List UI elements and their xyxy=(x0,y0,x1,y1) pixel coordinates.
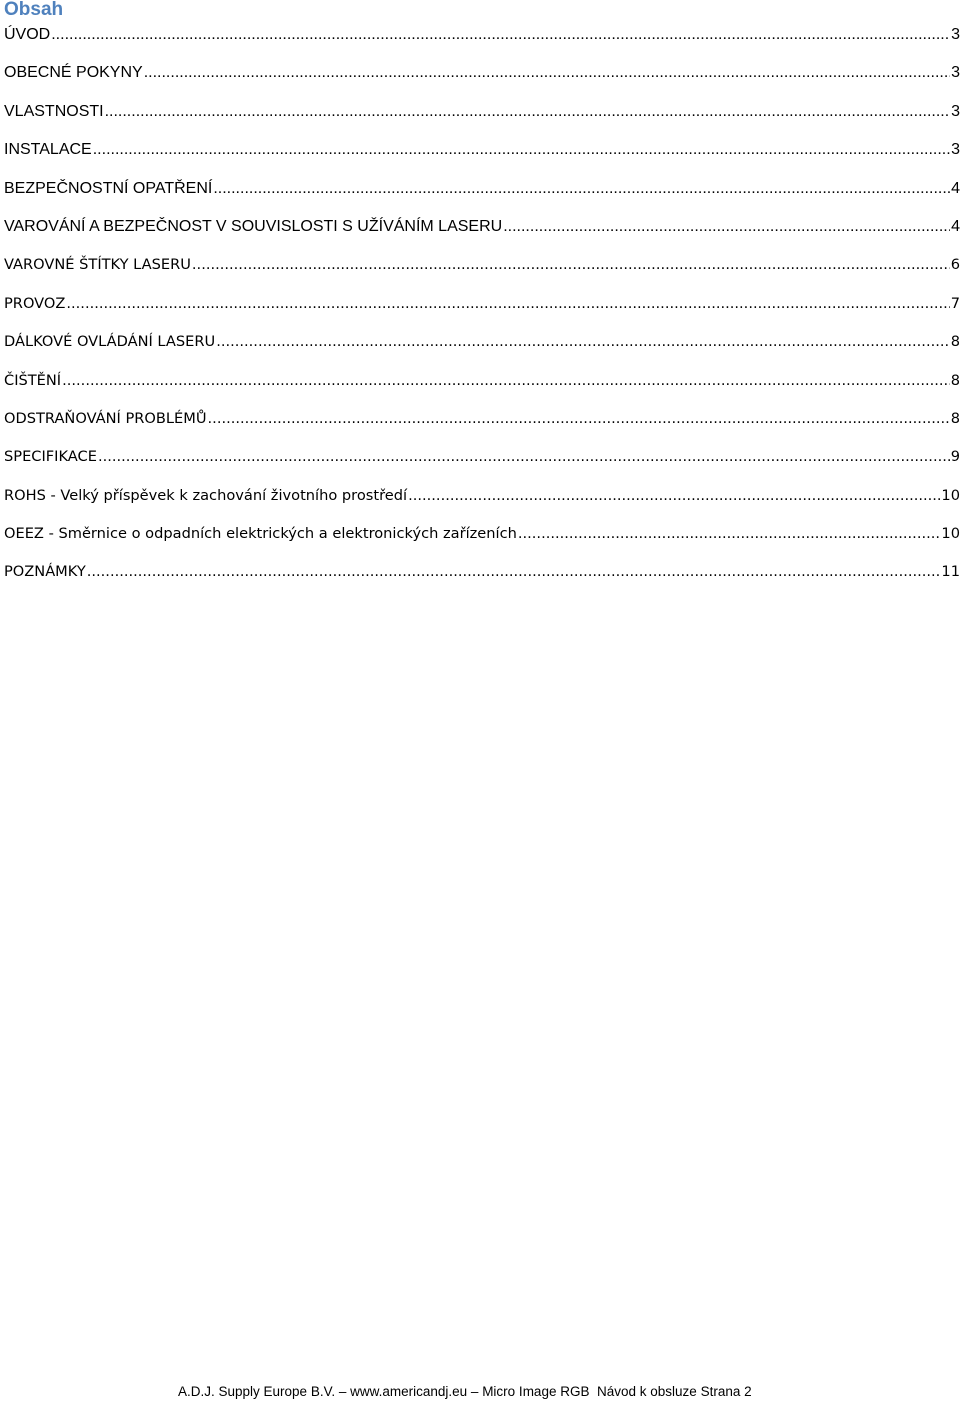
toc-entry-label: POZNÁMKY xyxy=(4,563,86,581)
toc-dot-leader xyxy=(208,408,950,430)
toc-dot-leader xyxy=(216,331,950,353)
toc-entry-label: SPECIFIKACE xyxy=(4,448,97,466)
toc-entry-page: 10 xyxy=(941,486,960,504)
toc-dot-leader xyxy=(98,446,950,468)
toc-dot-leader xyxy=(93,139,950,161)
footer-separator: – xyxy=(467,1384,483,1399)
toc-entry-label: ÚVOD xyxy=(4,26,51,43)
toc-entry-label: ROHS - Velký příspěvek k zachování životního prostředí xyxy=(4,486,408,504)
toc-entry-uvod[interactable] xyxy=(4,24,960,62)
footer-website: www.americandj.eu xyxy=(350,1384,468,1399)
toc-entry-cisteni[interactable] xyxy=(4,370,960,408)
toc-dot-leader xyxy=(192,254,950,276)
toc-entry-provoz[interactable] xyxy=(4,293,960,331)
toc-dot-leader xyxy=(213,178,950,200)
toc-entry-label: VLASTNOSTI xyxy=(4,102,104,120)
toc-entry-page: 3 xyxy=(951,102,960,120)
toc-dot-leader xyxy=(144,62,950,84)
toc-dot-leader xyxy=(105,101,951,123)
toc-dot-leader xyxy=(408,485,940,507)
toc-title: Obsah xyxy=(4,0,64,20)
footer-separator: – xyxy=(335,1384,351,1399)
toc-entry-label: BEZPEČNOSTNÍ OPATŘENÍ xyxy=(4,179,213,197)
toc-entry-label: ODSTRAŇOVÁNÍ PROBLÉMŮ xyxy=(4,409,207,427)
toc-entry-page: 10 xyxy=(941,525,960,543)
toc-entry-rohs[interactable] xyxy=(4,485,960,523)
footer-manual: Návod k obsluze xyxy=(596,1384,697,1399)
toc-entry-page: 3 xyxy=(951,64,960,82)
toc-entry-page: 9 xyxy=(950,448,960,466)
toc-entry-instalace[interactable] xyxy=(4,139,960,177)
toc-entry-bezpecnostni-opatreni[interactable] xyxy=(4,178,960,216)
toc-entry-page: 8 xyxy=(950,371,960,389)
toc-entry-label: VAROVÁNÍ A BEZPEČNOST V SOUVISLOSTI S UŽÍVÁNÍM LASERU xyxy=(4,217,503,235)
toc-dot-leader xyxy=(518,523,941,545)
toc-entry-label: DÁLKOVÉ OVLÁDÁNÍ LASERU xyxy=(4,333,216,351)
toc-entry-dalkove-ovladani[interactable] xyxy=(4,331,960,369)
footer-product: Micro Image RGB xyxy=(482,1384,590,1399)
page-footer xyxy=(178,1384,752,1400)
footer-company: A.D.J. Supply Europe B.V. xyxy=(178,1384,336,1399)
toc-entry-page: 6 xyxy=(950,256,960,274)
toc-entry-label: VAROVNÉ ŠTÍTKY LASERU xyxy=(4,256,191,274)
toc-list xyxy=(4,24,960,600)
toc-entry-vlastnosti[interactable] xyxy=(4,101,960,139)
toc-entry-varovani-laser[interactable] xyxy=(4,216,960,254)
toc-entry-label: PROVOZ xyxy=(4,294,66,312)
toc-entry-page: 8 xyxy=(950,409,960,427)
toc-entry-page: 11 xyxy=(941,563,960,581)
toc-entry-page: 4 xyxy=(951,179,960,197)
toc-entry-oeez[interactable] xyxy=(4,523,960,561)
toc-entry-label: OEEZ - Směrnice o odpadních elektrických a elektronických zařízeních xyxy=(4,525,517,543)
toc-entry-poznamky[interactable] xyxy=(4,561,960,599)
toc-dot-leader xyxy=(66,293,949,315)
toc-dot-leader xyxy=(87,561,941,583)
toc-entry-page: 8 xyxy=(950,333,960,351)
toc-entry-specifikace[interactable] xyxy=(4,446,960,484)
toc-dot-leader xyxy=(503,216,950,238)
toc-entry-page: 7 xyxy=(950,294,960,312)
toc-dot-leader xyxy=(51,24,950,46)
toc-entry-page: 4 xyxy=(951,217,960,235)
toc-entry-page: 3 xyxy=(951,26,960,43)
toc-entry-label: INSTALACE xyxy=(4,141,92,159)
toc-entry-label: ČIŠTĚNÍ xyxy=(4,371,62,389)
toc-entry-varovne-stitky[interactable] xyxy=(4,254,960,292)
footer-page-number: Strana 2 xyxy=(700,1384,752,1399)
toc-dot-leader xyxy=(62,370,950,392)
toc-entry-odstranovani-problemu[interactable] xyxy=(4,408,960,446)
toc-entry-obecne-pokyny[interactable] xyxy=(4,62,960,100)
toc-entry-page: 3 xyxy=(951,141,960,159)
toc-entry-label: OBECNÉ POKYNY xyxy=(4,64,143,82)
